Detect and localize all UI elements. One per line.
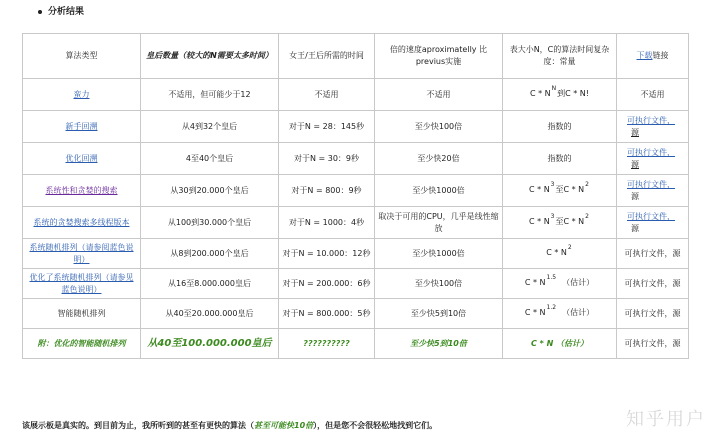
formula-exponent: 3: [550, 181, 555, 188]
formula-exponent-2: 2: [585, 213, 589, 220]
queens-cell: 从40至20.000.000皇后: [141, 299, 279, 329]
complexity-cell: 指数的: [503, 143, 617, 175]
queens-cell: 从40至100.000.000皇后: [141, 329, 279, 359]
table-row-highlight: [23, 329, 689, 359]
algorithm-name-cell[interactable]: [23, 239, 141, 269]
queens-cell: 从16至8.000.000皇后: [141, 269, 279, 299]
queens-cell: 从4到32个皇后: [141, 111, 279, 143]
time-cell: 对于N = 800.000：5秒: [279, 299, 375, 329]
download-cell: 可执行文件，源: [617, 269, 689, 299]
footer-after: ），但是您不会很轻松地找到它们。: [313, 421, 438, 430]
table-row: [23, 207, 689, 239]
speed-cell: 至少快1000倍: [375, 239, 503, 269]
queens-cell: 4至40个皇后: [141, 143, 279, 175]
speed-cell: 至少快20倍: [375, 143, 503, 175]
time-cell: 对于N = 800：9秒: [279, 175, 375, 207]
queens-cell: 不适用，但可能少于12: [141, 79, 279, 111]
algorithm-name-link[interactable]: 系统的贪婪搜索多线程版本: [33, 217, 130, 227]
algorithm-name-link[interactable]: 系统随机排列（请参阅蓝色说明）: [29, 242, 134, 264]
formula-base: C * N: [524, 308, 546, 317]
header-algorithm-type: 算法类型: [23, 34, 141, 79]
algorithm-name-cell[interactable]: [23, 143, 141, 175]
complexity-formula: [529, 181, 590, 194]
complexity-formula: [529, 85, 590, 98]
speed-cell: 至少快1000倍: [375, 175, 503, 207]
download-cell: [617, 111, 689, 143]
algorithm-name-cell[interactable]: [23, 79, 141, 111]
queens-cell: 从30到20.000个皇后: [141, 175, 279, 207]
formula-exponent: 3: [550, 213, 555, 220]
complexity-formula: [529, 213, 590, 226]
complexity-formula: [524, 274, 595, 287]
header-time-needed: 女王/王后所需的时间: [279, 34, 375, 79]
formula-exponent-2: 2: [585, 181, 589, 188]
header-queen-count: 皇后数量（较大的N需要太多时间）: [141, 34, 279, 79]
formula-base: C * N: [524, 278, 546, 287]
time-cell: ??????????: [279, 329, 375, 359]
formula-mid: 至C * N: [555, 217, 585, 226]
source-text: 源: [631, 223, 639, 233]
algorithm-name-cell[interactable]: [23, 207, 141, 239]
algorithm-name-link[interactable]: 优化了系统随机排列（请参见蓝色说明）: [29, 272, 134, 294]
download-cell: 可执行文件，源: [617, 299, 689, 329]
download-cell: [617, 207, 689, 239]
table-row: [23, 143, 689, 175]
download-cell: 可执行文件，源: [617, 329, 689, 359]
footer-note: [22, 420, 437, 431]
algorithm-name-link[interactable]: 系统性和贪婪的搜索: [45, 185, 118, 195]
formula-base: C * N: [546, 248, 567, 257]
complexity-cell: 指数的: [503, 111, 617, 143]
formula-mid: 至C * N: [555, 185, 585, 194]
algorithm-name-cell[interactable]: [23, 269, 141, 299]
complexity-cell: [503, 175, 617, 207]
watermark: 知乎用户: [626, 409, 706, 430]
complexity-cell: [503, 269, 617, 299]
complexity-cell: [503, 239, 617, 269]
algorithm-name-cell[interactable]: [23, 175, 141, 207]
formula-estimate: （估计）: [562, 308, 595, 317]
algorithm-name-cell: 智能随机排列: [23, 299, 141, 329]
time-cell: 对于N = 30：9秒: [279, 143, 375, 175]
formula-tail: 到C * N!: [557, 89, 590, 98]
source-link[interactable]: 源: [631, 127, 639, 137]
formula-exponent: 1.5: [546, 274, 557, 281]
time-cell: 不适用: [279, 79, 375, 111]
formula-estimate: （估计）: [562, 278, 595, 287]
formula-base: C * N: [529, 217, 550, 226]
download-cell: 不适用: [617, 79, 689, 111]
complexity-formula: [546, 244, 572, 257]
section-title: 分析结果: [48, 7, 85, 17]
complexity-cell: [503, 79, 617, 111]
table-row: [23, 111, 689, 143]
header-download: [617, 34, 689, 79]
header-complexity: 表大小N，C的算法时间复杂度：常量: [503, 34, 617, 79]
algorithm-name-cell: 附：优化的智能随机排列: [23, 329, 141, 359]
table-row: [23, 269, 689, 299]
algorithm-name-cell[interactable]: [23, 111, 141, 143]
formula-base: C * N: [529, 185, 550, 194]
footer-highlight: 甚至可能快10倍: [254, 421, 314, 430]
download-cell: [617, 143, 689, 175]
formula-exponent: N: [551, 85, 557, 92]
formula-base: C * N: [529, 89, 551, 98]
speed-cell: 至少快100倍: [375, 269, 503, 299]
queens-cell: 从8到200.000个皇后: [141, 239, 279, 269]
time-cell: 对于N = 28：145秒: [279, 111, 375, 143]
time-cell: 对于N = 200.000：6秒: [279, 269, 375, 299]
table-row: [23, 175, 689, 207]
speed-cell: 取决于可用的CPU，几乎是线性缩放: [375, 207, 503, 239]
speed-cell: 至少快100倍: [375, 111, 503, 143]
queens-cell: 从100到30.000个皇后: [141, 207, 279, 239]
executable-link[interactable]: 可执行文件，: [627, 115, 675, 125]
complexity-formula: [524, 304, 595, 317]
footer-before: 该展示板是真实的。到目前为止，我所听到的甚至有更快的算法（: [22, 421, 254, 430]
algorithm-name-link[interactable]: 蛮力: [73, 89, 90, 99]
bullet-dot: [38, 10, 42, 14]
header-download-suffix: 链接: [652, 51, 669, 60]
table-row: [23, 299, 689, 329]
algorithm-name-link[interactable]: 新手回溯: [65, 121, 98, 131]
complexity-cell: [503, 299, 617, 329]
algorithm-name-link[interactable]: 优化回溯: [65, 153, 98, 163]
time-cell: 对于N = 1000：4秒: [279, 207, 375, 239]
source-text: 源: [631, 191, 639, 201]
executable-link[interactable]: 可执行文件，: [627, 211, 675, 221]
formula-exponent: 1.2: [546, 304, 557, 311]
complexity-cell: [503, 207, 617, 239]
speed-cell: 至少快5到10倍: [375, 299, 503, 329]
complexity-cell: C * N （估计）: [503, 329, 617, 359]
speed-cell: 至少快5到10倍: [375, 329, 503, 359]
table-row: [23, 239, 689, 269]
formula-exponent: 2: [567, 244, 572, 251]
results-table: [22, 33, 689, 359]
download-cell: 可执行文件，源: [617, 239, 689, 269]
source-link[interactable]: 源: [631, 159, 639, 169]
table-header-row: [23, 34, 689, 79]
time-cell: 对于N = 10.000：12秒: [279, 239, 375, 269]
executable-link[interactable]: 可执行文件，: [627, 147, 675, 157]
table-row: [23, 79, 689, 111]
section-heading: [38, 4, 84, 17]
download-cell: [617, 175, 689, 207]
speed-cell: 不适用: [375, 79, 503, 111]
header-download-link[interactable]: 下载: [636, 51, 653, 60]
executable-link[interactable]: 可执行文件，: [627, 179, 675, 189]
header-speedup: 倍的速度aproximatelly 比previus实施: [375, 34, 503, 79]
